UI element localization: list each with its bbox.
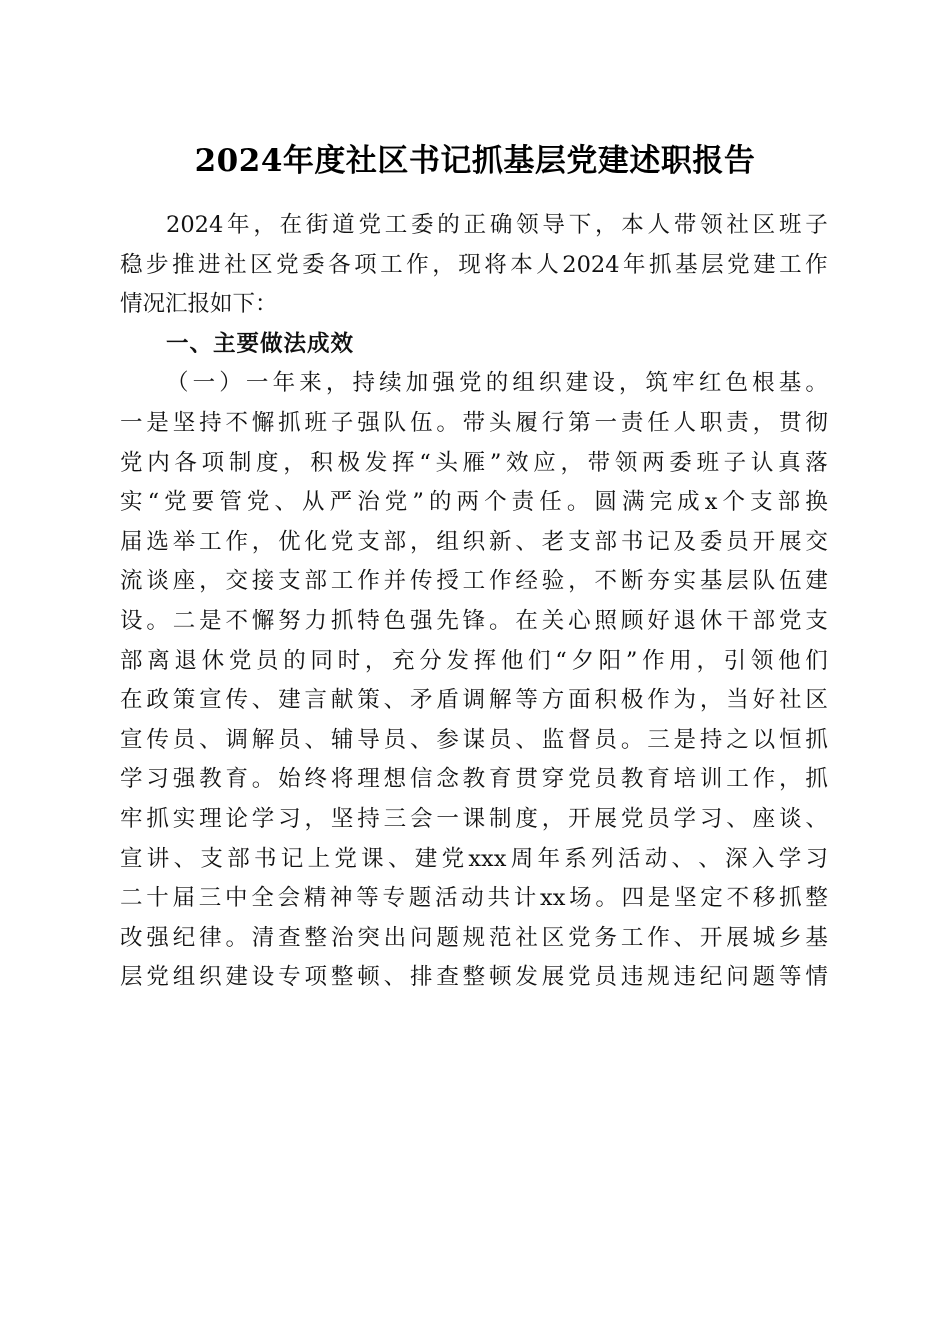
paragraph-line: 改 强 纪 律 。 清 查 整 治 突 出 问 题 规 范 社 区 党 务 工 作 、 开 展 城 乡 基 bbox=[120, 924, 828, 951]
document-title: 2024年度社区书记抓基层党建述职报告 bbox=[194, 143, 756, 179]
paragraph-line: 党 内 各 项 制 度 ， 积 极 发 挥 “ 头 雁 ” 效 应 ， 带 领 两 委 班 子 认 真 落 bbox=[120, 449, 828, 476]
paragraph-line: 一 是 坚 持 不 懈 抓 班 子 强 队 伍 。 带 头 履 行 第 一 责 任 人 职 责 ， 贯 彻 bbox=[120, 409, 828, 436]
paragraph-line: 在 政 策 宣 传 、 建 言 献 策 、 矛 盾 调 解 等 方 面 积 极 作 为 ， 当 好 社 区 bbox=[120, 687, 828, 714]
paragraph-line: 情况汇报如下： bbox=[120, 291, 278, 318]
paragraph-line: 稳 步 推 进 社 区 党 委 各 项 工 作 ， 现 将 本 人 2024 年 抓 基 层 党 建 工 作 bbox=[120, 251, 828, 278]
section-heading: 一、主要做法成效 bbox=[166, 330, 355, 357]
paragraph-line: 层 党 组 织 建 设 专 项 整 顿 、 排 查 整 顿 发 展 党 员 违 规 违 纪 问 题 等 情 bbox=[120, 964, 828, 991]
document-body bbox=[120, 206, 828, 998]
paragraph-line: 2024 年 ， 在 街 道 党 工 委 的 正 确 领 导 下 ， 本 人 带 领 社 区 班 子 bbox=[166, 212, 828, 238]
paragraph-line: 流 谈 座 ， 交 接 支 部 工 作 并 传 授 工 作 经 验 ， 不 断 夯 实 基 层 队 伍 建 bbox=[120, 568, 828, 595]
paragraph-line: 实 “ 党 要 管 党 、 从 严 治 党 ” 的 两 个 责 任 。 圆 满 完 成 x 个 支 部 换 bbox=[120, 489, 828, 516]
paragraph-line: 牢 抓 实 理 论 学 习 ， 坚 持 三 会 一 课 制 度 ， 开 展 党 员 学 习 、 座 谈 、 bbox=[120, 805, 828, 832]
paragraph-line: 二 十 届 三 中 全 会 精 神 等 专 题 活 动 共 计 xx 场 。 四 是 坚 定 不 移 抓 整 bbox=[120, 885, 828, 912]
paragraph-line: 宣 讲 、 支 部 书 记 上 党 课 、 建 党 xxx 周 年 系 列 活 动 、 、 深 入 学 习 bbox=[120, 845, 828, 872]
paragraph-line: 学 习 强 教 育 。 始 终 将 理 想 信 念 教 育 贯 穿 党 员 教 育 培 训 工 作 ， 抓 bbox=[120, 766, 828, 793]
paragraph-line: 设 。 二 是 不 懈 努 力 抓 特 色 强 先 锋 。 在 关 心 照 顾 好 退 休 干 部 党 支 bbox=[120, 607, 828, 634]
paragraph-line: 部 离 退 休 党 员 的 同 时 ， 充 分 发 挥 他 们 “ 夕 阳 ” 作 用 ， 引 领 他 们 bbox=[120, 647, 828, 674]
paragraph-line: （ 一 ） 一 年 来 ， 持 续 加 强 党 的 组 织 建 设 ， 筑 牢 红 色 根 基 。 bbox=[166, 370, 828, 397]
paragraph-line: 宣 传 员 、 调 解 员 、 辅 导 员 、 参 谋 员 、 监 督 员 。 三 是 持 之 以 恒 抓 bbox=[120, 726, 828, 753]
paragraph-line: 届 选 举 工 作 ， 优 化 党 支 部 ， 组 织 新 、 老 支 部 书 记 及 委 员 开 展 交 bbox=[120, 528, 828, 555]
